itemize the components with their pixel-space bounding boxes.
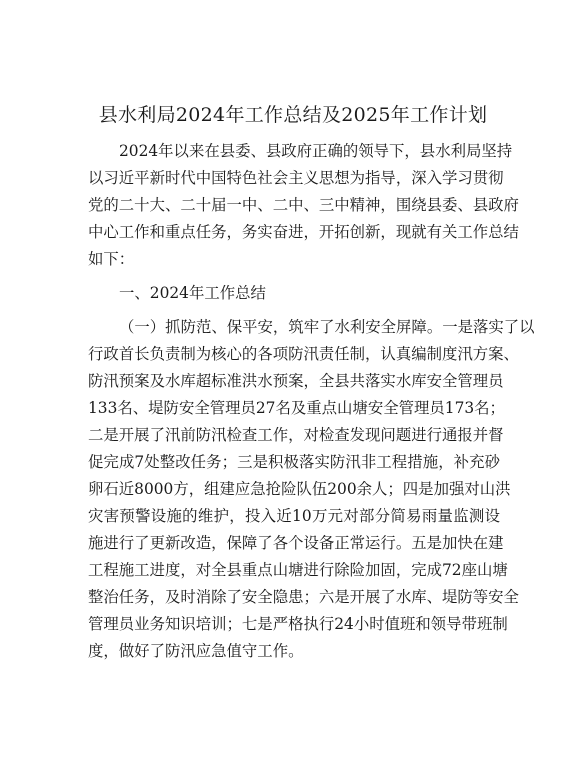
paragraph-line: 二是开展了汛前防汛检查工作，对检查发现问题进行通报并督 [88, 426, 504, 444]
document-title: 县水利局2024年工作总结及2025年工作计划 [98, 104, 488, 126]
intro-line: 2024年以来在县委、县政府正确的领导下，县水利局坚持 [119, 142, 513, 160]
paragraph-line: 防汛预案及水库超标准洪水预案，全县共落实水库安全管理员 [88, 372, 504, 390]
flood-safety-paragraph [88, 314, 535, 665]
paragraph-line: 促完成7处整改任务；三是积极落实防汛非工程措施，补充砂 [88, 453, 500, 471]
paragraph-line: 施进行了更新改造，保障了各个设备正常运行。五是加快在建 [88, 534, 504, 552]
section-heading-text: 一、2024年工作总结 [119, 284, 266, 302]
paragraph-line: 灾害预警设施的维护，投入近10万元对部分简易雨量监测设 [88, 507, 500, 525]
paragraph-line: （一）抓防范、保平安，筑牢了水利安全屏障。一是落实了以 [119, 318, 535, 336]
intro-line: 以习近平新时代中国特色社会主义思想为指导，深入学习贯彻 [88, 169, 504, 187]
paragraph-line: 整治任务，及时消除了安全隐患；六是开展了水库、堤防等安全 [88, 588, 519, 606]
paragraph-line: 工程施工进度，对全县重点山塘进行除险加固，完成72座山塘 [88, 561, 508, 579]
intro-line: 党的二十大、二十届一中、二中、三中精神，围绕县委、县政府 [88, 196, 519, 214]
section-heading [88, 280, 500, 307]
intro-line: 中心工作和重点任务，务实奋进，开拓创新，现就有关工作总结 [88, 223, 519, 241]
paragraph-line: 卵石近8000方，组建应急抢险队伍200余人；四是加强对山洪 [88, 480, 511, 498]
paragraph-line: 度，做好了防汛应急值守工作。 [88, 642, 304, 660]
paragraph-line: 行政首长负责制为核心的各项防汛责任制，认真编制度汛方案、 [88, 345, 519, 363]
paragraph-line: 133名、堤防安全管理员27名及重点山塘安全管理员173名； [88, 399, 505, 417]
paragraph-line: 管理员业务知识培训；七是严格执行24小时值班和领导带班制 [88, 615, 508, 633]
intro-line: 如下： [88, 250, 135, 268]
intro-paragraph [88, 138, 519, 273]
